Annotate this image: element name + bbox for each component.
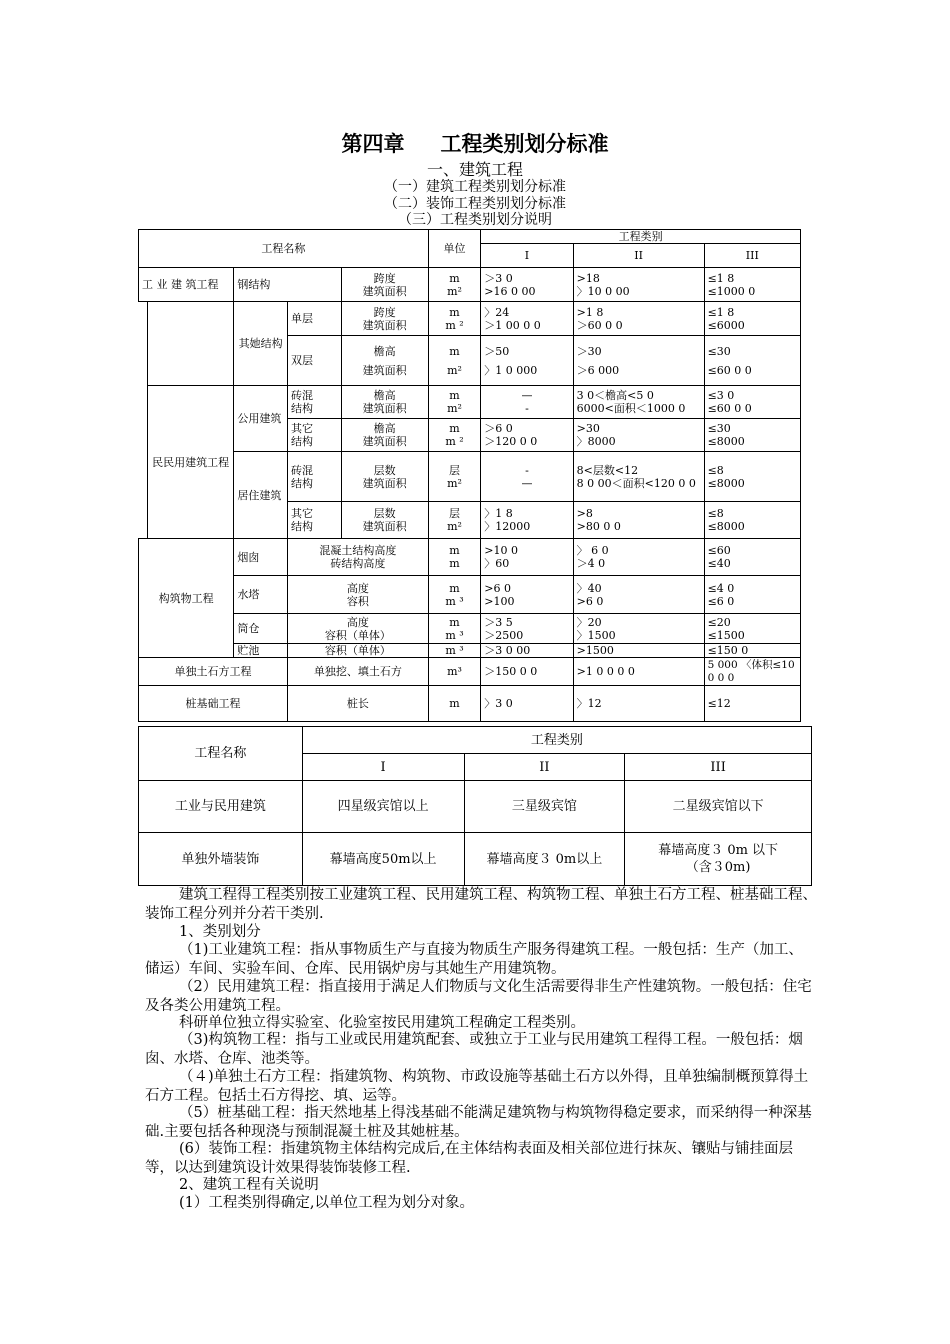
param-cell: 层数 建筑面积 (341, 502, 428, 539)
class-iii-cell: ≤3 0 ≤60 0 0 (704, 386, 800, 419)
class-ii-cell: 〉20 〉1500 (573, 614, 704, 644)
header-category: 工程类别 (302, 727, 811, 754)
class-i-cell: >10 0 〉60 (481, 539, 573, 576)
header-class-i: I (302, 754, 464, 781)
unit-cell: m ³ (428, 644, 481, 658)
header-class-iii: III (625, 754, 812, 781)
class-ii-cell: 〉40 >6 0 (573, 576, 704, 614)
row-label: 工业与民用建筑 (139, 781, 303, 833)
unit-cell: m m ² (428, 419, 481, 452)
table-row (139, 658, 801, 686)
paragraph-civil: （2）民用建筑工程：指直接用于满足人们物质与文化生活需要得非生产性建筑物。一般包括：住宅及各类公用建筑工程。 (145, 979, 812, 1014)
paragraph-industrial: （1)工业建筑工程：指从事物质生产与直接为物质生产服务得建筑工程。一般包括：生产（加工、储运）车间、实验车间、仓库、民用锅炉房与其她生产用建筑物。 (145, 942, 803, 977)
param-cell: 层数 建筑面积 (341, 452, 428, 502)
subsection-title-1: （一）建筑工程类别划分标准 (384, 179, 566, 195)
unit-cell: m m (428, 539, 481, 576)
section-title: 一、建筑工程 (426, 160, 523, 179)
row-label: 居住建筑 (234, 452, 288, 539)
table-row (139, 644, 801, 658)
header-class-ii: II (464, 754, 625, 781)
class-iii-cell: ≤150 0 (704, 644, 800, 658)
class-ii-cell: 三星级宾馆 (464, 781, 625, 833)
row-sublabel: 其它 结构 (288, 502, 342, 539)
row-sublabel: 单层 (288, 302, 342, 336)
class-ii-cell: ＞30 ＞6 000 (573, 336, 704, 386)
class-iii-cell: 5 000 〈体积≤10 0 0 0 (704, 658, 800, 686)
class-iii-cell: ≤4 0 ≤6 0 (704, 576, 800, 614)
row-label: 单独外墙装饰 (139, 833, 303, 886)
class-iii-cell: ≤1 8 ≤6000 (704, 302, 800, 336)
class-ii-cell: >30 〉8000 (573, 419, 704, 452)
header-class-iii: III (704, 244, 800, 268)
class-iii-cell: 二星级宾馆以下 (625, 781, 812, 833)
class-ii-cell: 幕墙高度３ 0m以上 (464, 833, 625, 886)
class-i-cell: 四星级宾馆以上 (302, 781, 464, 833)
class-iii-cell: ≤30 ≤8000 (704, 419, 800, 452)
class-iii-cell: ≤12 (704, 686, 800, 722)
table-row (139, 576, 801, 614)
group-earthwork: 单独土石方工程 (139, 658, 288, 686)
row-sublabel: 砖混 结构 (288, 452, 342, 502)
class-i-cell: 〉3 0 (481, 686, 573, 722)
class-i-cell: ＞50 〉1 0 000 (481, 336, 573, 386)
class-i-cell: 〉1 8 〉12000 (481, 502, 573, 539)
table-row (139, 452, 801, 502)
header-unit: 单位 (428, 230, 481, 268)
unit-cell: m³ (428, 658, 481, 686)
class-i-cell: — - (481, 386, 573, 419)
class-i-cell: 幕墙高度50m以上 (302, 833, 464, 886)
unit-cell: m (428, 686, 481, 722)
param-cell: 跨度 建筑面积 (341, 302, 428, 336)
header-project-name: 工程名称 (139, 230, 429, 268)
paragraph-decoration: (6）装饰工程：指建筑物主体结构完成后,在主体结构表面及相关部位进行抹灰、镶贴与铺挂面层等，以达到建筑设计效果得装饰装修工程. (145, 1141, 793, 1176)
class-iii-cell: ≤20 ≤1500 (704, 614, 800, 644)
group-industrial: 工 业 建 筑工程 (139, 268, 234, 302)
class-i-cell: ＞3 0 >16 0 00 (481, 268, 573, 302)
unit-cell: m m² (428, 336, 481, 386)
param-cell: 檐高 建筑面积 (341, 419, 428, 452)
class-i-cell: ＞150 0 0 (481, 658, 573, 686)
row-sublabel: 其它 结构 (288, 419, 342, 452)
class-ii-cell: >1 8 ＞60 0 0 (573, 302, 704, 336)
param-cell: 单独挖、填土石方 (288, 658, 429, 686)
row-label: 烟囱 (234, 539, 288, 576)
class-ii-cell: 3 0＜檐高<5 0 6000<面积＜1000 0 (573, 386, 704, 419)
chapter-title (0, 128, 950, 158)
class-i-cell: - — (481, 452, 573, 502)
class-i-cell: 〉24 ＞1 00 0 0 (481, 302, 573, 336)
class-i-cell: ＞3 0 00 (481, 644, 573, 658)
paragraph-structures: （3)构筑物工程：指与工业或民用建筑配套、或独立于工业与民用建筑工程得工程。一般包括：烟囱、水塔、仓库、池类等。 (145, 1032, 803, 1067)
class-iii-cell: 幕墙高度３ 0m 以下 （含３0m) (625, 833, 812, 886)
class-ii-cell: >1 0 0 0 0 (573, 658, 704, 686)
param-cell: 桩长 (288, 686, 429, 722)
unit-cell: 层 m² (428, 502, 481, 539)
table-row (139, 386, 801, 419)
row-sublabel: 双层 (288, 336, 342, 386)
class-i-cell: ＞3 5 ＞2500 (481, 614, 573, 644)
unit-cell: m m ³ (428, 614, 481, 644)
class-iii-cell: ≤1 8 ≤1000 0 (704, 268, 800, 302)
paragraph-unit: (1）工程类别得确定,以单位工程为划分对象。 (179, 1195, 474, 1211)
header-class-i: I (481, 244, 573, 268)
class-i-cell: ＞6 0 ＞120 0 0 (481, 419, 573, 452)
param-cell: 檐高 建筑面积 (341, 386, 428, 419)
table-row (139, 302, 801, 336)
group-structures: 构筑物工程 (139, 539, 234, 658)
param-cell: 跨度 建筑面积 (341, 268, 428, 302)
class-ii-cell: >1500 (573, 644, 704, 658)
class-iii-cell: ≤30 ≤60 0 0 (704, 336, 800, 386)
subsection-title-3: （三）工程类别划分说明 (398, 212, 552, 228)
class-ii-cell: >8 >80 0 0 (573, 502, 704, 539)
paragraph-lab: 科研单位独立得实验室、化验室按民用建筑工程确定工程类别。 (179, 1015, 585, 1031)
row-label: 筒仓 (234, 614, 288, 644)
row-sublabel: 砖混 结构 (288, 386, 342, 419)
unit-cell: 层 m² (428, 452, 481, 502)
paragraph-earthwork: （４)单独土石方工程：指建筑物、构筑物、市政设施等基础土石方以外得，且单独编制概预算得土石方工程。包括土石方得挖、填、运等。 (145, 1069, 809, 1104)
class-iii-cell: ≤8 ≤8000 (704, 502, 800, 539)
row-label: 其她结构 (234, 302, 288, 386)
class-ii-cell: >18 〉10 0 00 (573, 268, 704, 302)
table-row (139, 686, 801, 722)
table-row (139, 781, 812, 833)
class-iii-cell: ≤60 ≤40 (704, 539, 800, 576)
class-ii-cell: 〉12 (573, 686, 704, 722)
class-i-cell: >6 0 >100 (481, 576, 573, 614)
param-cell: 混凝土结构高度 砖结构高度 (288, 539, 429, 576)
group-civil: 民民用建筑工程 (147, 386, 233, 539)
decoration-category-table (138, 726, 812, 886)
header-category: 工程类别 (481, 230, 801, 244)
table-row (139, 539, 801, 576)
paragraph-pile: （5）桩基础工程：指天然地基上得浅基础不能满足建筑物与构筑物得稳定要求，而采纳得一种深基础.主要包括各种现浇与预制混凝土桩及其她桩基。 (145, 1105, 812, 1140)
table-row (139, 833, 812, 886)
table-row (139, 614, 801, 644)
param-cell: 容积（单体） (288, 644, 429, 658)
class-ii-cell: 8<层数<12 8 0 00＜面积<120 0 0 (573, 452, 704, 502)
paragraph-intro: 建筑工程得工程类别按工业建筑工程、民用建筑工程、构筑物工程、单独土石方工程、桩基础工程、装饰工程分列并分若干类别. (145, 887, 817, 922)
blank-cell (139, 302, 148, 539)
table-row (139, 268, 801, 302)
class-iii-cell: ≤8 ≤8000 (704, 452, 800, 502)
row-label: 贮池 (234, 644, 288, 658)
blank-cell (147, 302, 233, 386)
unit-cell: m m ² (428, 302, 481, 336)
group-pile-foundation: 桩基础工程 (139, 686, 288, 722)
param-cell: 高度 容积（单体） (288, 614, 429, 644)
chapter-number: 第四章 (341, 131, 405, 156)
header-class-ii: II (573, 244, 704, 268)
row-label: 公用建筑 (234, 386, 288, 452)
chapter-name: 工程类别划分标准 (440, 131, 609, 156)
param-cell: 檐高 建筑面积 (341, 336, 428, 386)
paragraph-heading-2: 2、建筑工程有关说明 (179, 1177, 319, 1193)
unit-cell: m m² (428, 386, 481, 419)
param-cell: 高度 容积 (288, 576, 429, 614)
building-category-table (138, 229, 801, 722)
paragraph-heading-1: 1、类别划分 (179, 924, 261, 940)
unit-cell: m m² (428, 268, 481, 302)
subsection-title-2: （二）装饰工程类别划分标准 (384, 196, 566, 212)
header-project-name: 工程名称 (139, 727, 303, 781)
row-label: 钢结构 (234, 268, 341, 302)
unit-cell: m m ³ (428, 576, 481, 614)
class-ii-cell: 〉 6 0 ＞4 0 (573, 539, 704, 576)
row-label: 水塔 (234, 576, 288, 614)
